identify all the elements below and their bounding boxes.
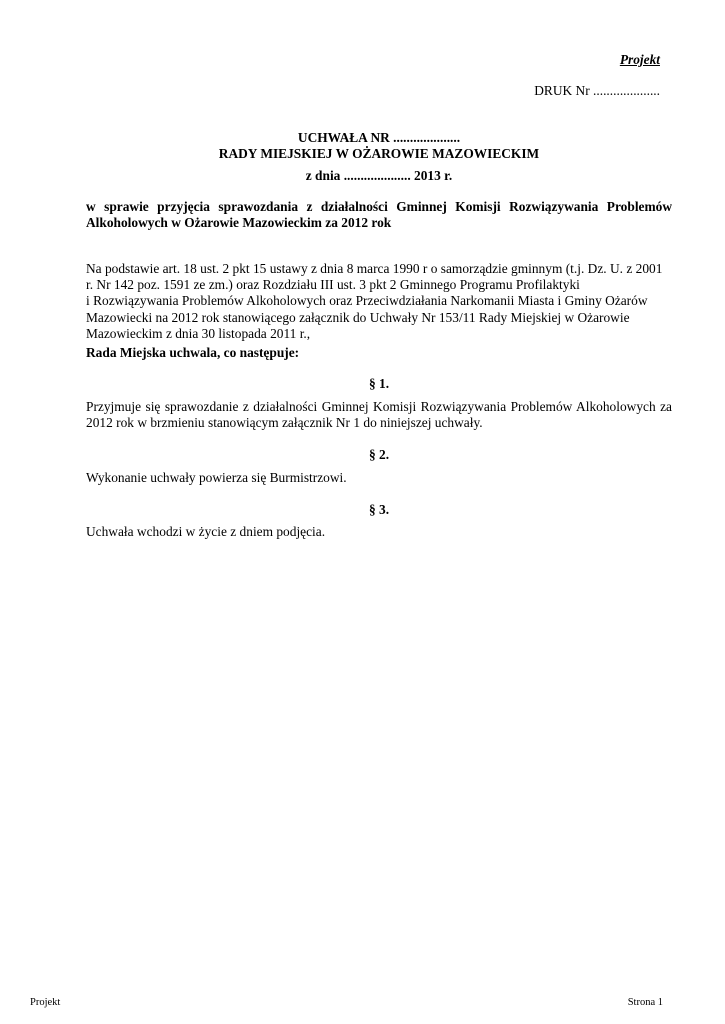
legal-basis-line: i Rozwiązywania Problemów Alkoholowych oraz Przeciwdziałania Narkomanii Miasta i Gminy Ożarów: [86, 293, 648, 309]
resolution-intro: Rada Miejska uchwala, co następuje:: [86, 345, 300, 360]
legal-basis-line: Mazowiecki na 2012 rok stanowiącego załącznik do Uchwały Nr 153/11 Rady Miejskiej w Ożarowie: [86, 309, 630, 325]
paragraph-3-heading: § 3.: [368, 502, 390, 517]
legal-basis-line: Na podstawie art. 18 ust. 2 pkt 15 ustawy z dnia 8 marca 1990 r o samorządzie gminnym (t.j. Dz. U. z 2001: [86, 261, 663, 276]
legal-basis-line: Mazowieckim z dnia 30 listopada 2011 r.,: [86, 325, 311, 341]
resolution-subject: w sprawie przyjęcia sprawozdania z działalności Gminnej Komisji Rozwiązywania Problemów Alkoholowych w Ożarowie Mazowieckim za 2012 rok: [86, 199, 672, 230]
paragraph-3-text: Uchwała wchodzi w życie z dniem podjęcia.: [86, 524, 326, 539]
page-number: Strona 1: [627, 997, 663, 1008]
paragraph-2-text: Wykonanie uchwały powierza się Burmistrzowi.: [86, 470, 347, 485]
paragraph-2-heading: § 2.: [368, 447, 390, 462]
resolution-number: UCHWAŁA NR ....................: [297, 130, 461, 145]
druk-number: DRUK Nr ....................: [534, 83, 660, 98]
legal-basis-line: r. Nr 142 poz. 1591 ze zm.) oraz Rozdziału III ust. 3 pkt 2 Gminnego Programu Profilaktyki: [86, 277, 580, 293]
footer-left: Projekt: [30, 997, 61, 1008]
resolution-date: z dnia .................... 2013 r.: [305, 168, 453, 183]
paragraph-1-heading: § 1.: [368, 376, 390, 391]
paragraph-1-text: Przyjmuje się sprawozdanie z działalności Gminnej Komisji Rozwiązywania Problemów Alkoholowych za 2012 rok w brzmieniu stanowiącym załącznik Nr 1 do niniejszej uchwały.: [86, 399, 672, 430]
projekt-label: Projekt: [619, 52, 660, 67]
legal-basis: [86, 261, 676, 342]
resolution-title: [86, 130, 672, 162]
council-name: RADY MIEJSKIEJ W OŻAROWIE MAZOWIECKIM: [218, 146, 540, 161]
